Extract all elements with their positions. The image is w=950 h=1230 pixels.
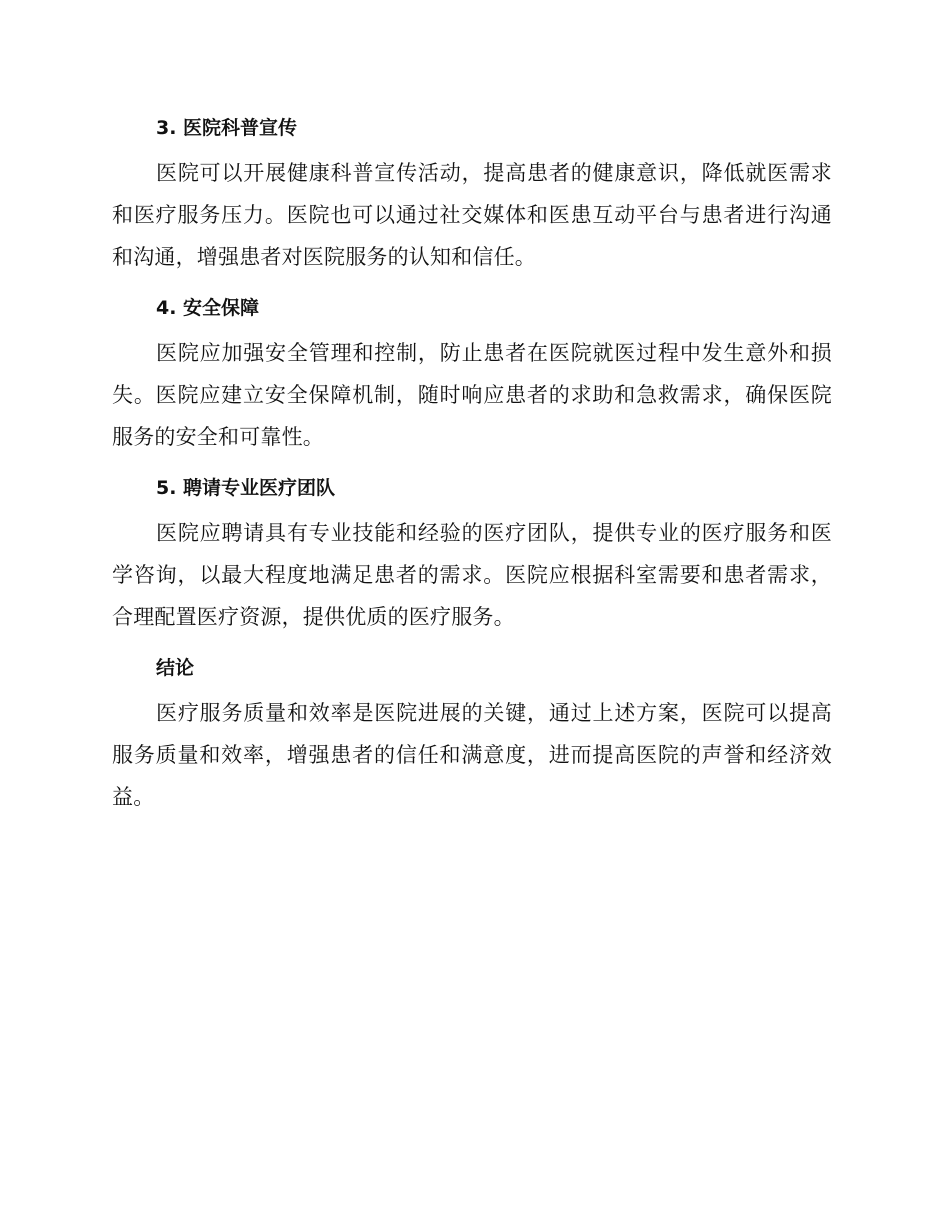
section-paragraph: 医院应加强安全管理和控制，防止患者在医院就医过程中发生意外和损失。医院应建立安全保障机制，随时响应患者的求助和急救需求，确保医院服务的安全和可靠性。 [112, 341, 832, 449]
section-heading: 5. 聘请专业医疗团队 [156, 477, 336, 499]
section-heading: 结论 [156, 657, 195, 679]
section-paragraph: 医院应聘请具有专业技能和经验的医疗团队，提供专业的医疗服务和医学咨询，以最大程度地满足患者的需求。医院应根据科室需要和患者需求，合理配置医疗资源，提供优质的医疗服务。 [112, 521, 832, 629]
section-hospital-science-promotion [112, 110, 832, 278]
section-heading: 4. 安全保障 [156, 297, 260, 319]
section-conclusion [112, 650, 832, 818]
section-paragraph: 医疗服务质量和效率是医院进展的关键，通过上述方案，医院可以提高服务质量和效率，增强患者的信任和满意度，进而提高医院的声誉和经济效益。 [112, 701, 832, 809]
section-paragraph: 医院可以开展健康科普宣传活动，提高患者的健康意识，降低就医需求和医疗服务压力。医院也可以通过社交媒体和医患互动平台与患者进行沟通和沟通，增强患者对医院服务的认知和信任。 [112, 161, 832, 269]
section-safety-assurance [112, 290, 832, 458]
section-heading: 3. 医院科普宣传 [156, 117, 298, 139]
document-content [112, 110, 832, 830]
section-professional-medical-team [112, 470, 832, 638]
